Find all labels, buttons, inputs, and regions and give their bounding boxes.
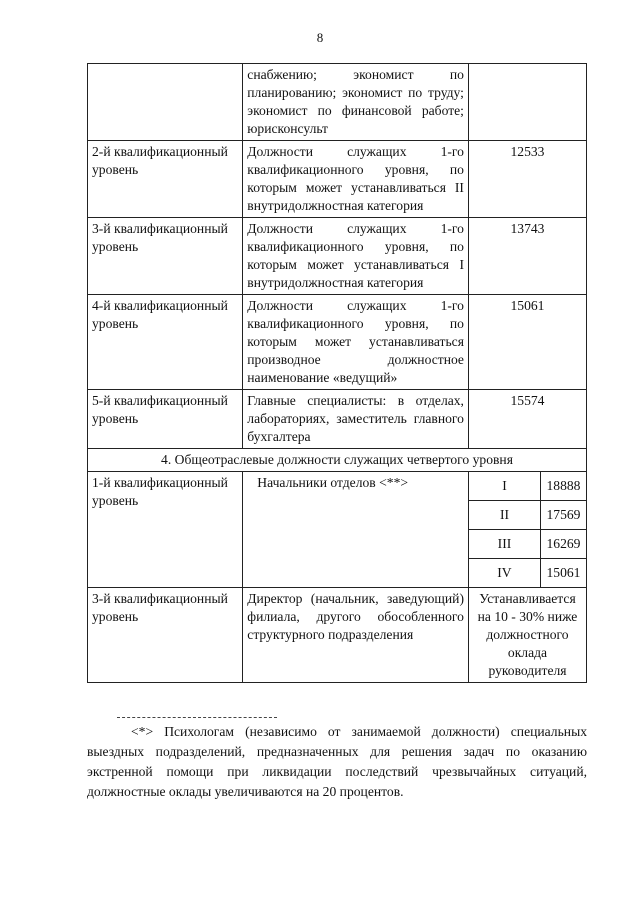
category-label: I bbox=[469, 472, 541, 501]
salary-table bbox=[87, 63, 587, 683]
category-row bbox=[469, 559, 586, 588]
level-cell: 2-й квалификационный уровень bbox=[88, 141, 243, 218]
category-salary: 17569 bbox=[540, 501, 586, 530]
footnote-separator bbox=[117, 717, 277, 718]
positions-cell: Должности служащих 1-го квалификационного уровня, по которым может устанавливаться I внутридолжностная категория bbox=[243, 218, 469, 295]
positions-cell: Директор (начальник, заведующий) филиала, другого обособленного структурного подразделения bbox=[243, 588, 469, 683]
salary-cell: 15574 bbox=[468, 390, 586, 449]
level-cell: 3-й квалификационный уровень bbox=[88, 588, 243, 683]
category-salary-cell bbox=[468, 472, 586, 588]
section-header-row bbox=[88, 449, 587, 472]
category-label: II bbox=[469, 501, 541, 530]
category-salary: 16269 bbox=[540, 530, 586, 559]
positions-cell: снабжению; экономист по планированию; экономист по труду; экономист по финансовой работе; юрисконсульт bbox=[243, 64, 469, 141]
salary-cell: 15061 bbox=[468, 295, 586, 390]
positions-cell: Главные специалисты: в отделах, лабораториях, заместитель главного бухгалтера bbox=[243, 390, 469, 449]
salary-cell bbox=[468, 64, 586, 141]
table-row bbox=[88, 390, 587, 449]
category-salary: 15061 bbox=[540, 559, 586, 588]
positions-cell: Начальники отделов <**> bbox=[243, 472, 469, 588]
level-cell: 3-й квалификационный уровень bbox=[88, 218, 243, 295]
table-row bbox=[88, 141, 587, 218]
category-salary: 18888 bbox=[540, 472, 586, 501]
category-row bbox=[469, 530, 586, 559]
level-cell: 5-й квалификационный уровень bbox=[88, 390, 243, 449]
category-row bbox=[469, 472, 586, 501]
category-row bbox=[469, 501, 586, 530]
table-row bbox=[88, 472, 587, 588]
positions-cell: Должности служащих 1-го квалификационного уровня, по которым может устанавливаться II внутридолжностная категория bbox=[243, 141, 469, 218]
category-label: III bbox=[469, 530, 541, 559]
salary-cell: Устанавливается на 10 - 30% ниже должностного оклада руководителя bbox=[468, 588, 586, 683]
category-subtable bbox=[469, 472, 586, 587]
footnote: <*> Психологам (независимо от занимаемой должности) специальных выездных подразделений, предназначенных для решения задач по оказанию экстренной помощи при ликвидации последствий чрезвычайных ситуаций, должностные оклады увеличиваются на 20 процентов. bbox=[87, 724, 587, 799]
section-title: 4. Общеотраслевые должности служащих четвертого уровня bbox=[88, 449, 587, 472]
table-row bbox=[88, 295, 587, 390]
table-row bbox=[88, 218, 587, 295]
table-row bbox=[88, 64, 587, 141]
level-cell: 4-й квалификационный уровень bbox=[88, 295, 243, 390]
positions-cell: Должности служащих 1-го квалификационного уровня, по которым может устанавливаться производное должностное наименование «ведущий» bbox=[243, 295, 469, 390]
level-cell: 1-й квалификационный уровень bbox=[88, 472, 243, 588]
salary-cell: 12533 bbox=[468, 141, 586, 218]
table-row bbox=[88, 588, 587, 683]
category-label: IV bbox=[497, 565, 512, 580]
level-cell bbox=[88, 64, 243, 141]
page-number: 8 bbox=[316, 30, 324, 45]
salary-cell: 13743 bbox=[468, 218, 586, 295]
